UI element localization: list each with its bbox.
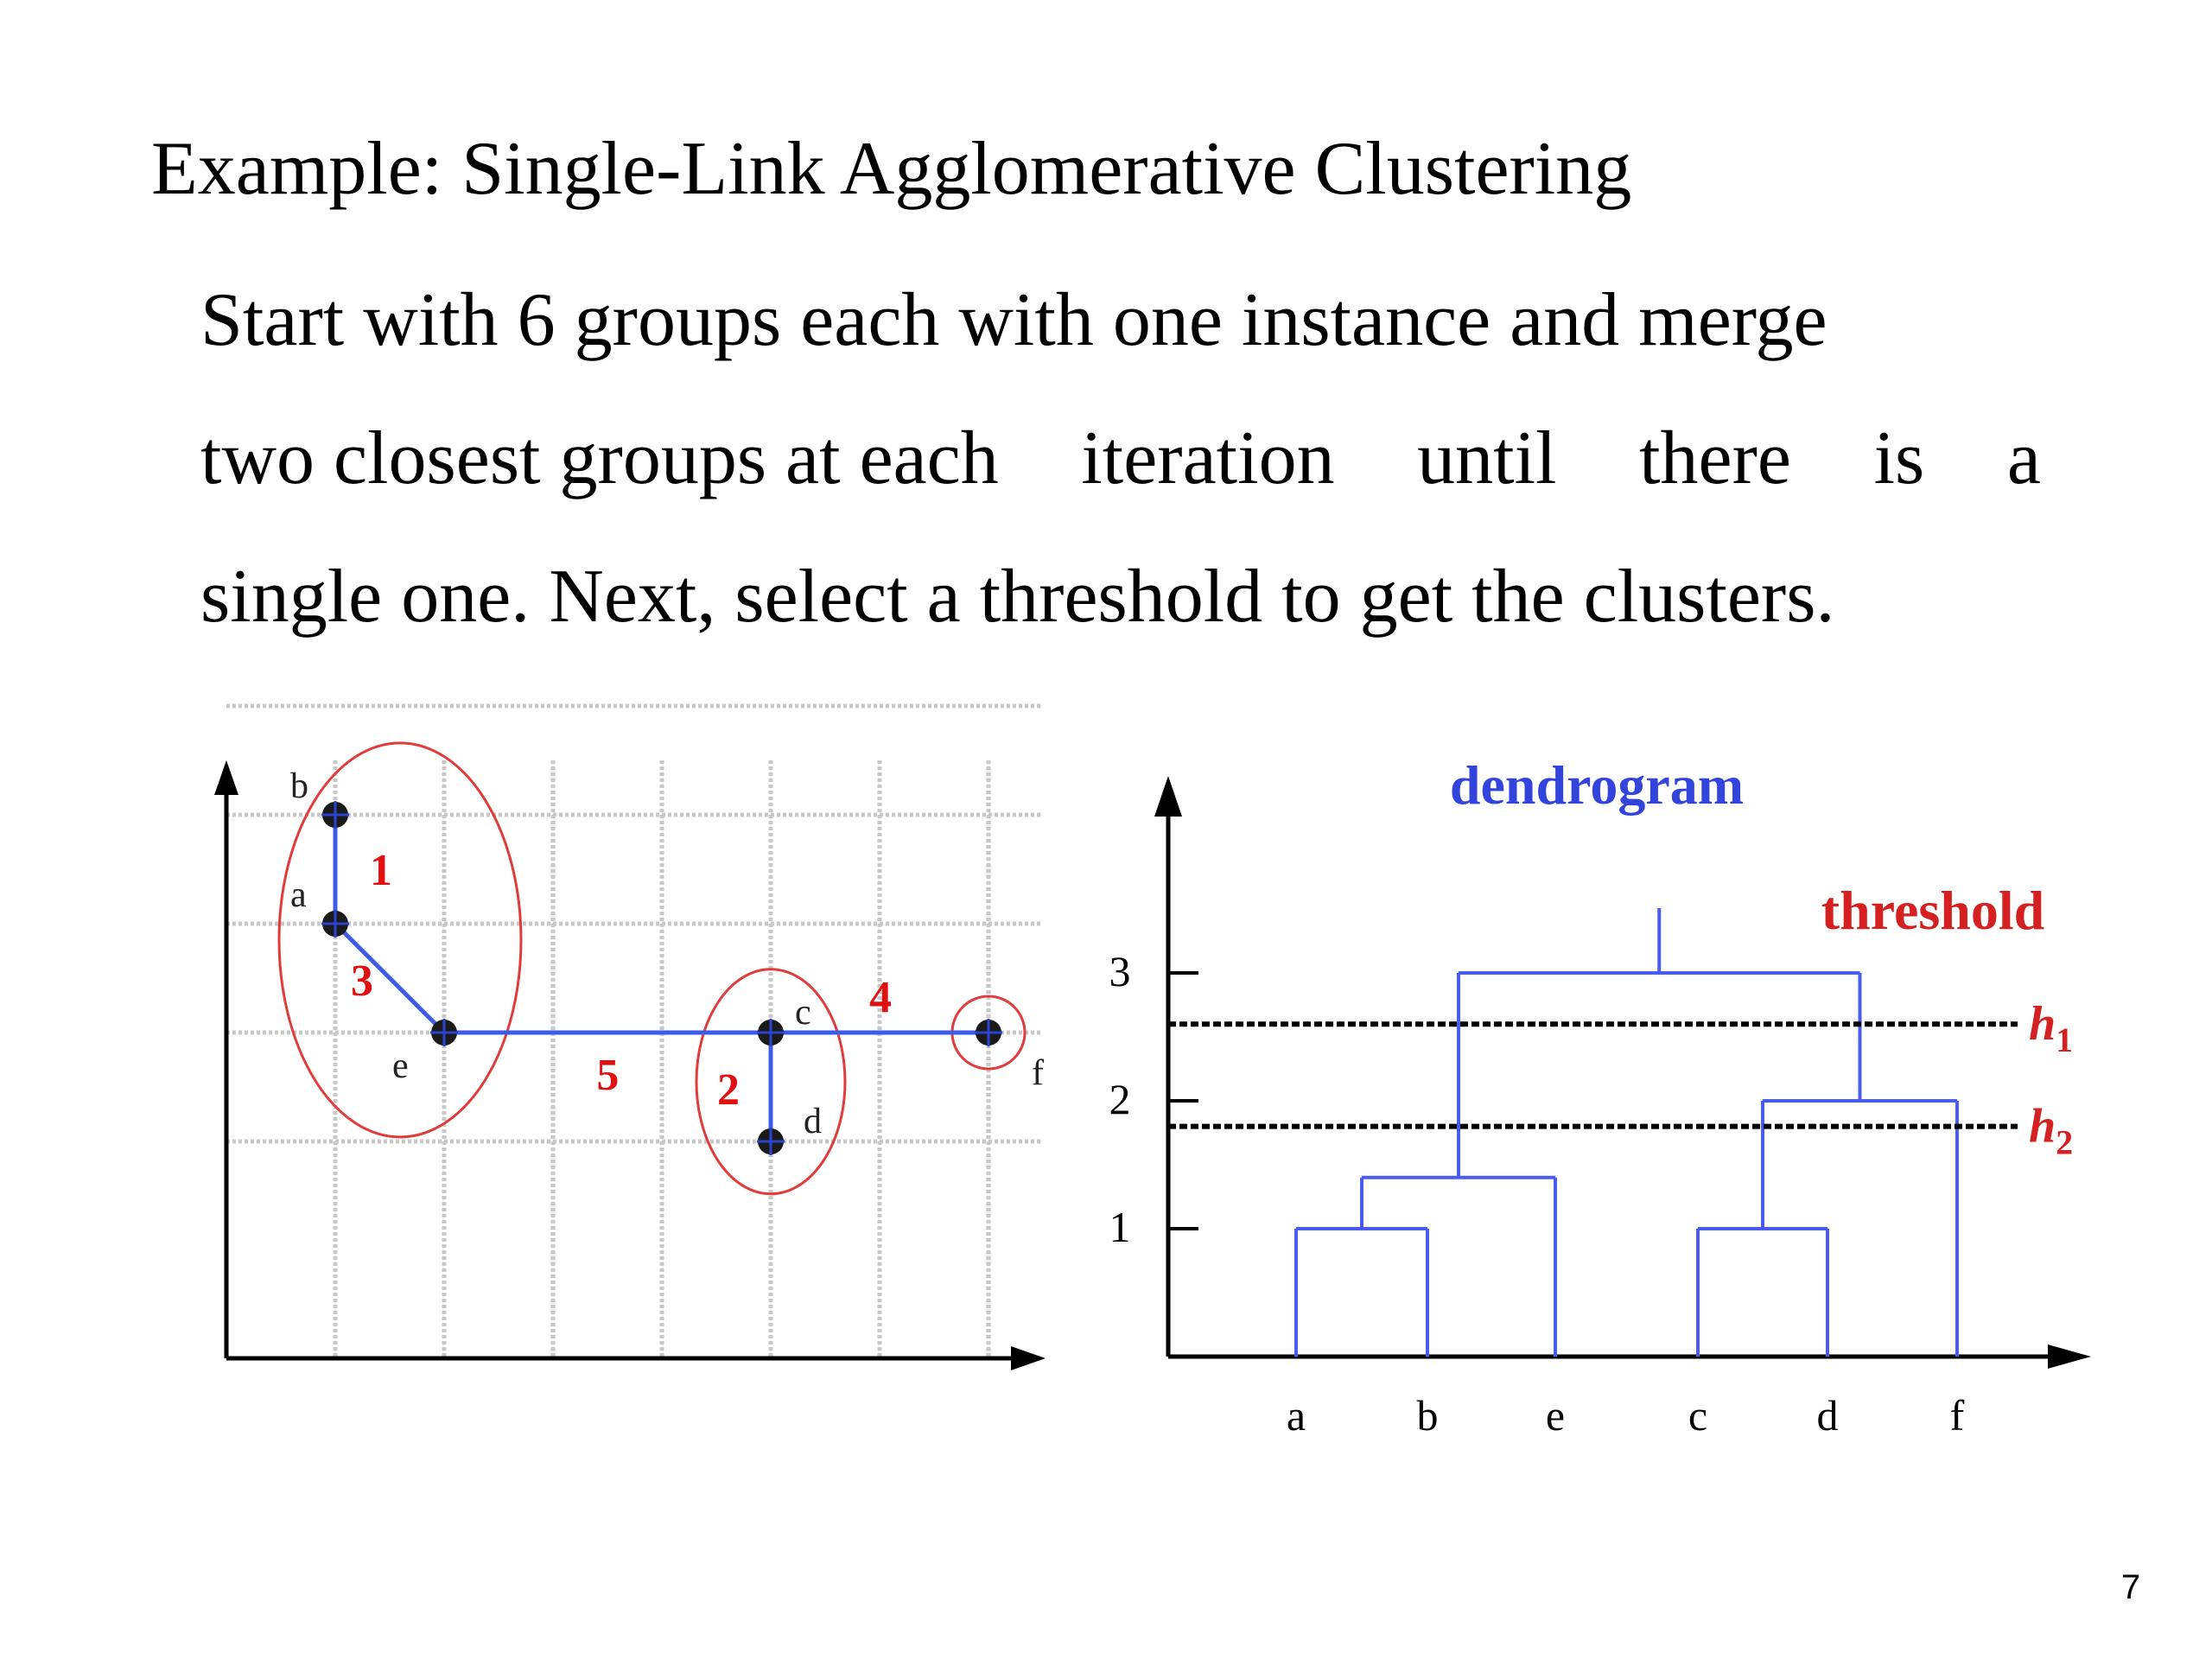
y-tick-label: 3 [1109, 947, 1131, 995]
body-line-2-word: until [1417, 416, 1557, 500]
point-label: d [804, 1102, 822, 1141]
body-line-2-word: there [1639, 416, 1791, 500]
body-line-2-word: is [1873, 416, 1925, 500]
merge-step-label: 4 [869, 973, 892, 1022]
point-label: e [392, 1046, 409, 1086]
point-label: a [290, 875, 307, 915]
body-line-2-word: two closest groups at each [200, 416, 999, 500]
body-line-2-word: iteration [1081, 416, 1335, 500]
page-number: 7 [2121, 1568, 2141, 1606]
point-label: f [1032, 1053, 1044, 1093]
dendrogram-title: dendrogram [1449, 754, 1745, 816]
threshold-symbol: $h_1$ [2029, 997, 2074, 1060]
y-tick-label: 1 [1109, 1203, 1131, 1251]
point-label: c [795, 993, 811, 1033]
y-axis-arrow [1154, 776, 1182, 817]
leaf-label: d [1816, 1391, 1839, 1440]
body-line-2-word: a [2006, 416, 2041, 500]
threshold-symbol: $h_2$ [2029, 1099, 2074, 1162]
threshold-label: threshold [1821, 880, 2045, 941]
body-line-3: single one. Next, select a threshold to get the clusters. [200, 555, 1835, 639]
leaf-label: a [1286, 1391, 1306, 1440]
merge-step-label: 1 [370, 846, 392, 895]
merge-step-label: 3 [351, 957, 373, 1006]
point-label: b [290, 766, 308, 806]
merge-step-label: 5 [596, 1051, 620, 1100]
leaf-label: b [1416, 1391, 1439, 1440]
y-tick-label: 2 [1109, 1075, 1131, 1123]
merge-step-label: 2 [717, 1065, 740, 1115]
leaf-label: e [1545, 1391, 1566, 1440]
slide-title: Example: Single-Link Agglomerative Clustering [151, 127, 1632, 211]
x-axis-arrow [2048, 1344, 2091, 1369]
body-line-1: Start with 6 groups each with one instance and merge [200, 278, 1827, 362]
leaf-label: f [1949, 1391, 1965, 1440]
leaf-label: c [1688, 1391, 1708, 1440]
